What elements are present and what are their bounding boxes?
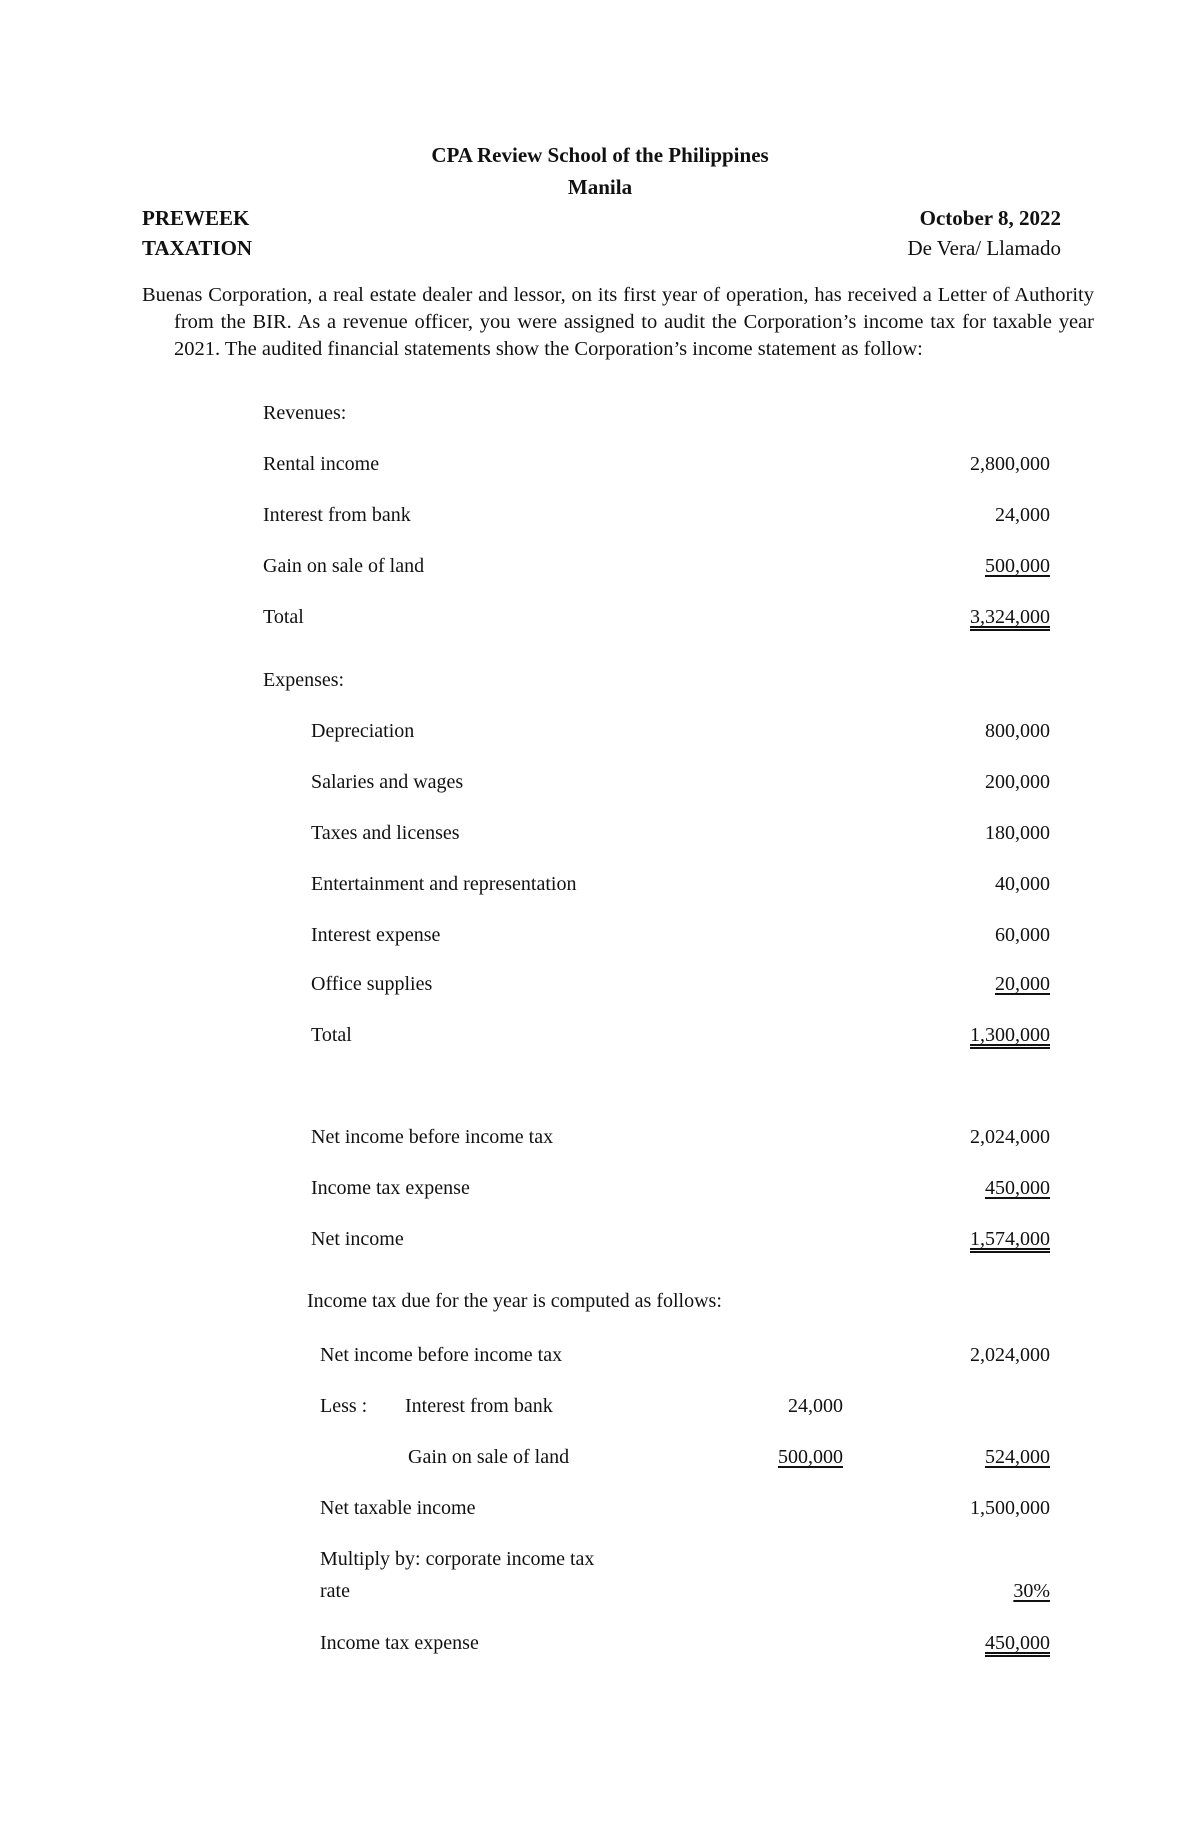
- expense-label: Salaries and wages: [311, 771, 464, 793]
- expense-amount: 200,000: [985, 771, 1050, 793]
- comp-net-before-tax-amount: 2,024,000: [970, 1344, 1050, 1366]
- comp-net-before-tax-label: Net income before income tax: [320, 1344, 563, 1366]
- net-income-amount: 1,574,000: [970, 1228, 1050, 1250]
- exam-type: PREWEEK: [142, 206, 250, 230]
- school-name: CPA Review School of the Philippines: [431, 143, 769, 167]
- expense-label: Entertainment and representation: [311, 873, 577, 895]
- net-taxable-amount: 1,500,000: [970, 1497, 1050, 1519]
- less-item-amount: 24,000: [788, 1395, 843, 1417]
- comp-tax-expense-amount: 450,000: [985, 1632, 1050, 1654]
- lecturers: De Vera/ Llamado: [907, 236, 1061, 260]
- comp-tax-expense-label: Income tax expense: [320, 1632, 479, 1654]
- expense-amount: 40,000: [995, 873, 1050, 895]
- tax-expense-label: Income tax expense: [311, 1177, 470, 1199]
- revenues-total-amount: 3,324,000: [970, 606, 1050, 628]
- expense-amount: 180,000: [985, 822, 1050, 844]
- less-item-label: Interest from bank: [405, 1395, 553, 1417]
- tax-rate: 30%: [1013, 1580, 1050, 1602]
- revenue-label: Interest from bank: [263, 504, 411, 526]
- revenues-total-label: Total: [263, 606, 304, 628]
- subject: TAXATION: [142, 236, 253, 260]
- multiply-label: Multiply by: corporate income tax: [320, 1548, 595, 1570]
- revenue-amount: 2,800,000: [970, 453, 1050, 475]
- school-city: Manila: [567, 175, 633, 199]
- revenues-heading: Revenues:: [263, 402, 347, 424]
- revenue-amount: 500,000: [985, 555, 1050, 577]
- net-income-label: Net income: [311, 1228, 404, 1250]
- revenue-label: Gain on sale of land: [263, 555, 425, 577]
- net-taxable-label: Net taxable income: [320, 1497, 476, 1519]
- expenses-total-amount: 1,300,000: [970, 1024, 1050, 1046]
- expense-label: Office supplies: [311, 973, 433, 995]
- multiply-label-cont: rate: [320, 1580, 350, 1602]
- expense-amount: 60,000: [995, 924, 1050, 946]
- expense-amount: 800,000: [985, 720, 1050, 742]
- net-before-tax-label: Net income before income tax: [311, 1126, 554, 1148]
- expense-label: Interest expense: [311, 924, 441, 946]
- exam-date: October 8, 2022: [919, 206, 1061, 230]
- expense-label: Depreciation: [311, 720, 415, 742]
- problem-paragraph: Buenas Corporation, a real estate dealer and lessor, on its first year of operation, has received a Letter of Authority from the BIR. As a revenue officer, you were assigned to audit the Corporation’s income tax for taxable year 2021. The audited financial statements show the Corporation’s income statement as follow:: [142, 284, 1094, 360]
- computation-intro: Income tax due for the year is computed as follows:: [307, 1290, 722, 1312]
- revenue-amount: 24,000: [995, 504, 1050, 526]
- less-total-amount: 524,000: [985, 1446, 1050, 1468]
- expense-amount: 20,000: [995, 973, 1050, 995]
- expense-label: Taxes and licenses: [311, 822, 460, 844]
- expenses-heading: Expenses:: [263, 669, 345, 691]
- tax-expense-amount: 450,000: [985, 1177, 1050, 1199]
- less-item-label: Gain on sale of land: [408, 1446, 570, 1468]
- less-item-amount: 500,000: [778, 1446, 843, 1468]
- revenue-label: Rental income: [263, 453, 380, 475]
- less-label: Less :: [320, 1395, 368, 1417]
- net-before-tax-amount: 2,024,000: [970, 1126, 1050, 1148]
- expenses-total-label: Total: [311, 1024, 352, 1046]
